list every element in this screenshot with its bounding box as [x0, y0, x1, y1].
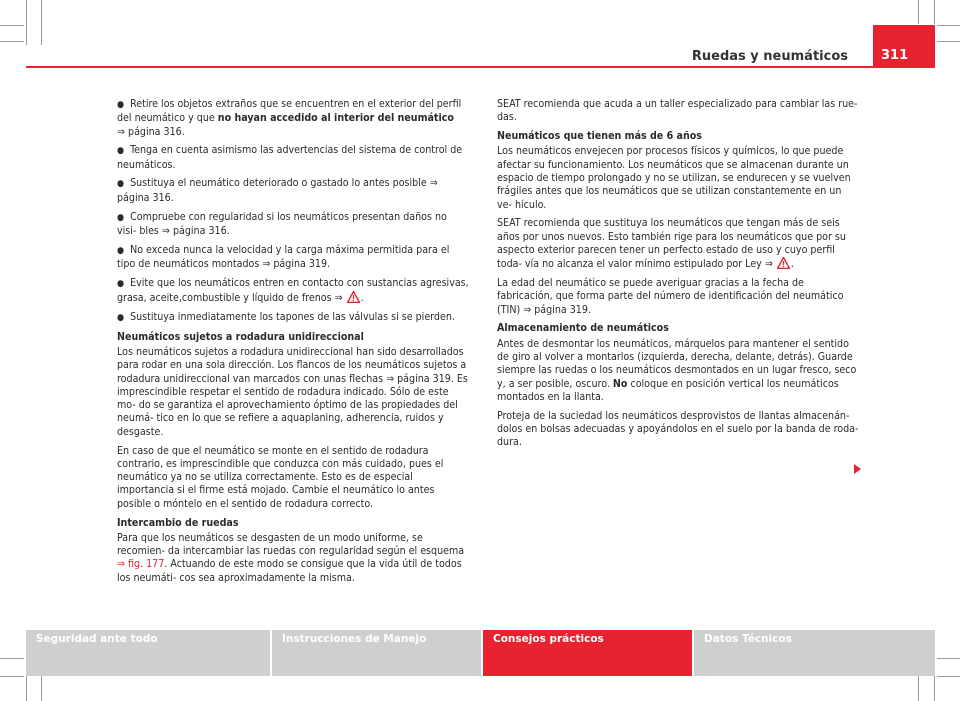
paragraph: La edad del neumático se puede averiguar gracias a la fecha de fabricación, que forma parte del número de identificación del neumático (TIN) ⇒ página 319.	[497, 277, 844, 316]
bullet-dot: ●	[117, 146, 125, 157]
crop-mark	[937, 25, 960, 26]
paragraph-text: Para que los neumáticos se desgasten de un modo uniforme, se recomien- da intercambiar las ruedas con regularidad según el esquema	[117, 531, 465, 558]
bullet-dot: ●	[117, 179, 125, 190]
paragraph-text: Antes de desmontar los neumáticos, márquelos para mantener el sentido de giro al volver a montarlos (izquierda, derecha, delante, detrás). Guarde siempre las ruedas o los neumáticos desmontados en un lugar fresco, seco y, a ser posible, oscuro.	[497, 337, 857, 390]
paragraph	[117, 532, 469, 585]
bullet-item	[117, 244, 469, 272]
crop-mark	[934, 0, 935, 24]
section-heading: Intercambio de ruedas	[117, 516, 239, 529]
bullet-bold-text: no hayan accedido al interior del neumático	[217, 112, 454, 125]
footer-tab-consejos[interactable]: Consejos prácticos	[483, 630, 694, 676]
paragraph	[497, 217, 859, 271]
bullet-text: Retire los objetos extraños que se encuentren en el exterior del perfil del neumático y que	[117, 98, 462, 125]
bullet-dot: ●	[117, 278, 125, 289]
paragraph-text: coloque en posición vertical los neumáticos montados en la llanta.	[497, 377, 839, 403]
bullet-text: Tenga en cuenta asimismo las advertencias del sistema de control de neumáticos.	[117, 144, 463, 171]
bullet-item	[117, 98, 469, 139]
footer-tab-datos[interactable]: Datos Técnicos	[694, 630, 935, 676]
continue-arrow-icon	[854, 464, 861, 474]
section-heading: Neumáticos que tienen más de 6 años	[497, 130, 702, 143]
section-heading: Neumáticos sujetos a rodadura unidireccional	[117, 330, 364, 343]
bullet-dot: ●	[117, 312, 125, 323]
bullet-item	[117, 311, 469, 325]
crop-mark	[918, 676, 919, 701]
warning-triangle-icon[interactable]	[347, 291, 360, 303]
bullet-text: Evite que los neumáticos entren en contacto con sustancias agresivas, grasa, aceite,combustible y líquido de frenos ⇒	[117, 276, 469, 305]
footer-nav	[26, 630, 935, 676]
footer-tab-seguridad[interactable]: Seguridad ante todo	[26, 630, 272, 676]
bullet-dot: ●	[117, 212, 125, 223]
crop-mark	[41, 676, 42, 701]
footer-tab-instrucciones[interactable]: Instrucciones de Manejo	[272, 630, 483, 676]
paragraph	[497, 338, 859, 404]
bullet-text: Sustituya el neumático deteriorado o gastado lo antes posible ⇒ página 316.	[117, 177, 438, 204]
crop-mark	[937, 658, 960, 659]
crop-mark	[0, 25, 24, 26]
bullet-text: No exceda nunca la velocidad y la carga máxima permitida para el tipo de neumáticos montados ⇒ página 319.	[117, 243, 450, 270]
section-heading: Almacenamiento de neumáticos	[497, 322, 669, 335]
paragraph: Los neumáticos sujetos a rodadura unidireccional han sido desarrollados para rodar en una sola dirección. Los flancos de los neumáticos sujetos a rodadura unidireccional van marcados con unas flechas ⇒ página 319. Es imprescindible respetar el sentido de rodadura indicado. Sólo de este mo- do se garantiza el aprovechamiento óptimo de las propiedades del neumá- tico en lo que se refiere a aquaplaning, adherencia, ruidos y desgaste.	[117, 345, 468, 438]
header-rule	[26, 66, 935, 68]
paragraph-text: .	[790, 258, 794, 271]
crop-mark	[937, 41, 960, 42]
crop-mark	[0, 41, 24, 42]
bullet-text: .	[360, 292, 364, 305]
bullet-text: Compruebe con regularidad si los neumáticos presentan daños no visi- bles ⇒ página 316.	[117, 210, 447, 237]
page-reference-link[interactable]: ⇒ página 316.	[117, 125, 185, 138]
figure-reference-link[interactable]: ⇒ fig. 177	[117, 558, 165, 571]
bullet-item	[117, 177, 469, 205]
bullet-item	[117, 277, 469, 306]
crop-mark	[937, 676, 960, 677]
crop-mark	[41, 0, 42, 45]
crop-mark	[26, 0, 27, 45]
crop-mark	[0, 658, 24, 659]
paragraph-text: . Actuando de este modo se consigue que la vida útil de todos los neumáti- cos sea aproximadamente la misma.	[117, 558, 462, 584]
bullet-item	[117, 211, 469, 239]
right-column	[497, 98, 859, 455]
bullet-dot: ●	[117, 100, 125, 110]
warning-triangle-icon[interactable]	[777, 257, 790, 269]
paragraph: Proteja de la suciedad los neumáticos desprovistos de llantas almacenán- dolos en bolsas adecuadas y apoyándolos en el suelo por la banda de roda- dura.	[497, 409, 859, 449]
crop-mark	[0, 676, 24, 677]
left-column	[117, 98, 469, 591]
bullet-dot: ●	[117, 245, 125, 256]
bullet-text: Sustituya inmediatamente los tapones de las válvulas si se pierden.	[130, 310, 455, 323]
paragraph: SEAT recomienda que acuda a un taller especializado para cambiar las rue- das.	[497, 98, 858, 124]
page-number: 311	[881, 48, 909, 63]
paragraph: En caso de que el neumático se monte en el sentido de rodadura contrario, es imprescindible que conduzca con más cuidado, pues el neumático ya no se utiliza correctamente. Esto es de especial importancia si el firme está mojado. Cambie el neumático lo antes posible o móntelo en el sentido de rodadura correcto.	[117, 444, 444, 510]
paragraph-text: SEAT recomienda que sustituya los neumáticos que tengan más de seis años por unos nuevos. Esto también rige para los neumáticos que por su aspecto exterior parecen tener un perfecto estado de uso y cuyo perfil toda- vía no alcanza el valor mínimo estipulado por Ley ⇒	[497, 217, 846, 271]
page-header-title: Ruedas y neumáticos	[691, 49, 848, 64]
page-number-box	[873, 25, 935, 66]
crop-mark	[918, 0, 919, 24]
crop-mark	[26, 676, 27, 701]
paragraph: Los neumáticos envejecen por procesos físicos y químicos, lo que puede afectar su funcionamiento. Los neumáticos que se almacenan durante un espacio de tiempo prolongado y no se utilizan, se endurecen y se vuelven frágiles antes que los neumáticos que se utilizan constantemente en un ve- hículo.	[497, 145, 851, 211]
bullet-item	[117, 144, 469, 172]
crop-mark	[934, 676, 935, 701]
paragraph-bold-text: No	[612, 377, 628, 390]
